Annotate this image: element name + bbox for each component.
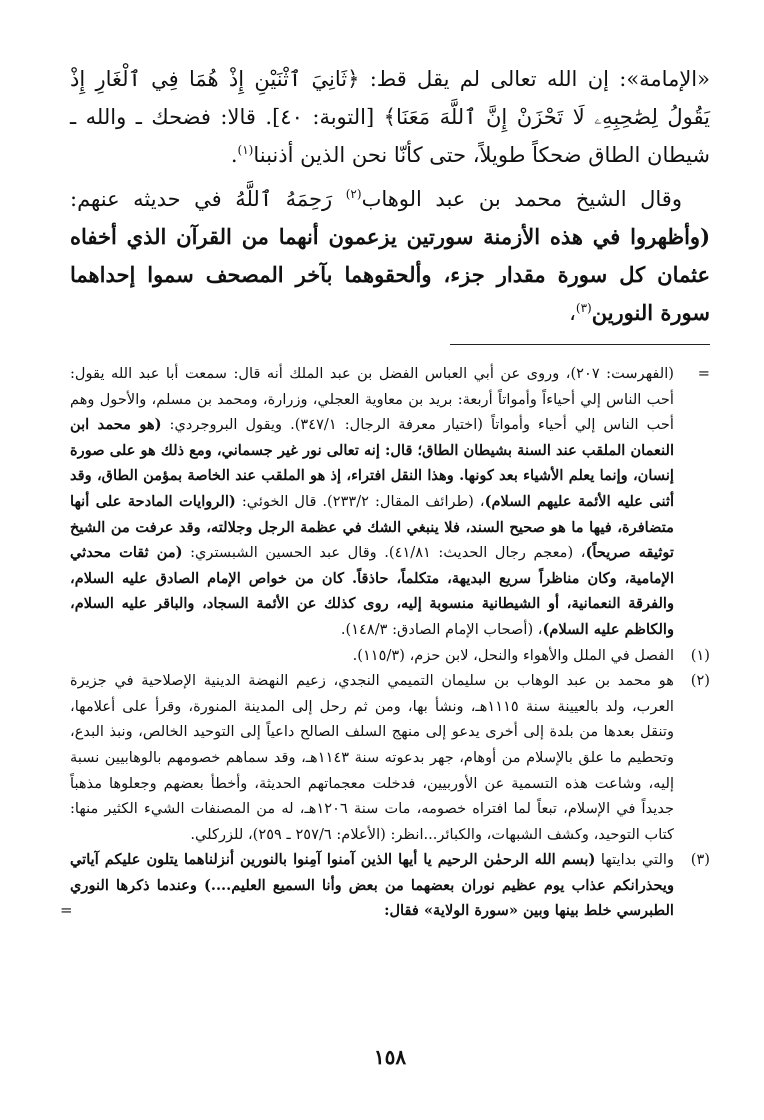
footnote-ref-3: (٣) [575,301,592,315]
footnote-continuation [70,361,710,643]
footnote-1 [70,643,710,669]
footnote-1-text: الفصل في الملل والأهواء والنحل، لابن حزم، (١١٥/٣). [352,646,674,664]
continuation-quote-2: (الروايات المادحة على أنها متضافرة، فيها ما هو صحيح السند، فلا ينبغي الشك في عظمة الرجل وجلالته، وقد عرفت من الشيخ توثيقه صريحاً) [70,492,674,562]
footnote-2 [70,668,710,847]
paragraph-1 [70,60,710,174]
continued-marker: = [60,901,73,920]
paragraph-1-text: «الإمامة»: إن الله تعالى لم يقل قط: ﴿ثَانِيَ ٱثْنَيْنِ إِذْ هُمَا فِي ٱلْغَارِ إِذْ يَقُولُ لِصَٰحِبِهِۦ لَا تَحْزَنْ إِنَّ ٱللَّهَ مَعَنَا﴾ [التوبة: ٤٠]. قالا: فضحك ـ والله ـ شيطان الطاق ضحكاً طويلاً، حتى كأنّا نحن الذين أذنبنا [70,67,710,167]
footnote-2-number: (٢) [690,672,710,690]
footnote-3-quote: (بسم الله الرحمٰن الرحيم يا أيها الذين آمنوا آمِنوا بالنورين أنزلناهما يتلون عليكم آياتي ويحذرانكم عذاب يوم عظيم نوران بعضهما من بعض وأنا السميع العليم....) وعندما ذكرها النوري الطبرسي خلط بينها وبين «سورة الولاية» فقال: [70,851,674,920]
paragraph-2-text-b: رَحِمَهُ ٱللَّهُ في حديثه عنهم: [70,187,346,211]
page-number: ١٥٨ [373,1045,407,1069]
footnote-1-number: (١) [690,646,710,664]
footnote-ref-1: (١) [237,143,254,157]
paragraph-2-end: ، [569,301,576,325]
continuation-quote-1: (هو محمد ابن النعمان الملقب عند السنة بشيطان الطاق؛ قال: إنه تعالى نور غير جسماني، ومع ذلك هو على صورة إنسان، وإنما يعلم الأشياء بعد كونها. وهذا النقل افتراء، إذ هو الملقب عند الخاصة بمؤمن الطاق، وقد أثنى عليه الأئمة عليهم السلام) [70,416,674,510]
footnotes [60,361,710,924]
continuation-marker: = [697,365,710,382]
footnote-separator [450,344,710,345]
footnote-3 [60,847,710,924]
footnote-ref-2: (٢) [345,187,362,201]
footnote-2-text: هو محمد بن عبد الوهاب بن سليمان التميمي النجدي، زعيم النهضة الدينية الإصلاحية في جزيرة العرب، ولد بالعيينة سنة ١١١٥هـ، ونشأ بها، ومن ثم رحل إلى المدينة المنورة، وقرأ على أعلامها، وتنقل بعدها من بلدة إلى أخرى يدعو إلى منهج السلف الصالح داعياً إلى التوحيد الخالص، ونبذ البدع، وتحطيم ما علق بالإسلام من أوهام، جهر بدعوته سنة ١١٤٣هـ، وقد سماهم خصومهم بالوهابيين نسبة إليه، وشاعت هذه التسمية عن الأوربيين، فدخلت معجماتهم الحديثة، وأخطأ بعضهم وجعلوها مذهباً جديداً في الإسلام، تبعاً لما افتراه خصومه، مات سنة ١٢٠٦هـ، له من المصنفات الشيء الكثير منها: كتاب التوحيد، وكشف الشبهات، والكبائر...انظر: (الأعلام: ٢٥٧/٦ ـ ٢٥٩)، للزركلي. [70,672,675,843]
main-text [70,60,710,332]
paragraph-2-quote: (وأظهروا في هذه الأزمنة سورتين يزعمون أنهما من القرآن الذي أخفاه عثمان كل سورة مقدار جزء، وألحقوهما بآخر المصحف سموا إحداهما سورة النورين [70,224,710,325]
continuation-text-2: ، (طرائف المقال: ٢٣٣/٢). قال الخوئي: [235,492,485,510]
continuation-text-4: ، (أصحاب الإمام الصادق: ١٤٨/٣). [340,620,543,638]
paragraph-2-text-a: وقال الشيخ محمد بن عبد الوهاب [361,187,682,211]
page [60,60,710,1100]
footnote-3-text: والتي بدايتها [595,851,674,869]
continuation-text: (الفهرست: ٢٠٧)، وروى عن أبي العباس الفضل بن عبد الملك أنه قال: سمعت أبا عبد الله يقول: أحب الناس إلي أحياءاً وأمواتاً أربعة: بريد بن معاوية العجلي، وزرارة، ومحمد بن مسلم، والأحول وهم أحب الناس إلي أحياء وأمواتاً (اختيار معرفة الرجال: ٣٤٧/١). ويقول البروجردي: [70,365,674,434]
continuation-quote-3: (من ثقات محدثي الإمامية، وكان مناظراً سريع البديهة، متكلماً، حاذقاً. كان من خواص الإمام الصادق عليه السلام، والفرقة النعمانية، أو الشيطانية منسوبة إليه، روى كذلك عن الأئمة السجاد، والباقر عليه السلام، والكاظم عليه السلام) [70,544,674,638]
paragraph-1-end: . [230,143,238,167]
paragraph-2 [70,180,710,332]
footnote-3-number: (٣) [690,851,710,869]
continuation-text-3: ، (معجم رجال الحديث: ٤١/٨١). وقال عبد الحسين الشبستري: [182,544,586,562]
